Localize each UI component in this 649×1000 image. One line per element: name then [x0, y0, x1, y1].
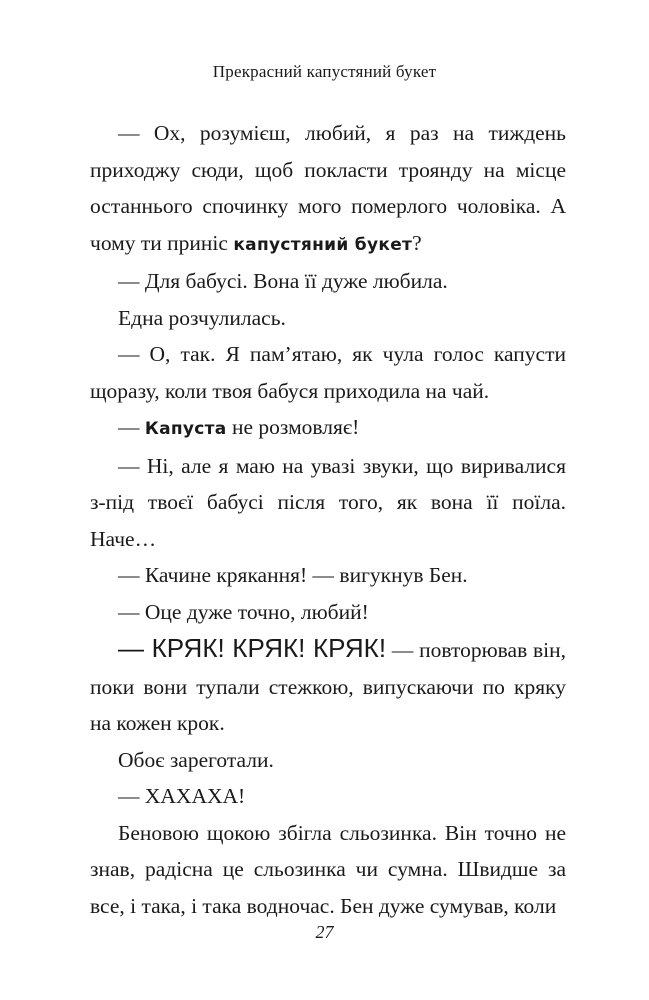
- paragraph-11: — ХАХАХА!: [118, 784, 246, 808]
- paragraph-2: — Для бабусі. Вона її дуже любила.: [118, 269, 448, 293]
- paragraph-4: — О, так. Я пам’ятаю, як чула голос капусти щоразу, коли твоя бабуся приходила на чай.: [90, 342, 566, 403]
- paragraph-9-text: — повторював він, поки вони тупали стежкою, випускаючи по кряку на кожен крок.: [90, 638, 566, 735]
- paragraph-1-end: ?: [412, 230, 422, 255]
- paragraph-9: [90, 630, 566, 742]
- quack-shout: — КРЯК! КРЯК! КРЯК!: [118, 633, 387, 663]
- paragraph-6: — Ні, але я маю на увазі звуки, що виривалися з-під твоєї бабусі після того, як вона її поїла. Наче…: [90, 453, 566, 551]
- paragraph-1: [90, 115, 566, 263]
- paragraph-8: — Оце дуже точно, любий!: [118, 599, 369, 624]
- paragraph-12: Беновою щокою збігла сльозинка. Він точно не знав, радісна це сльозинка чи сумна. Швидше за все, і така, і така водночас. Бен дуже сумував, коли: [90, 820, 566, 918]
- paragraph-5-text: не розмовляє!: [226, 415, 360, 439]
- paragraph-3: Една розчулилась.: [118, 305, 286, 330]
- paragraph-5-dash: —: [118, 415, 145, 439]
- stylized-word-cabbage: Капуста: [144, 419, 227, 439]
- running-header: Прекрасний капустяний букет: [212, 62, 437, 81]
- page-number: 27: [315, 922, 334, 942]
- paragraph-10: Обоє зареготали.: [118, 747, 274, 772]
- paragraph-7: — Качине крякання! — вигукнув Бен.: [118, 563, 468, 587]
- stylized-word-cabbage-bouquet: капустяний букет: [233, 234, 413, 255]
- paragraph-5: [90, 409, 566, 448]
- body-text: [90, 115, 566, 924]
- paragraph-1-text: — Ох, розумієш, любий, я раз на тиждень приходжу сюди, щоб покласти троянду на місце останнього спочинку мого померлого чоловіка. А чому ти приніс: [90, 121, 566, 255]
